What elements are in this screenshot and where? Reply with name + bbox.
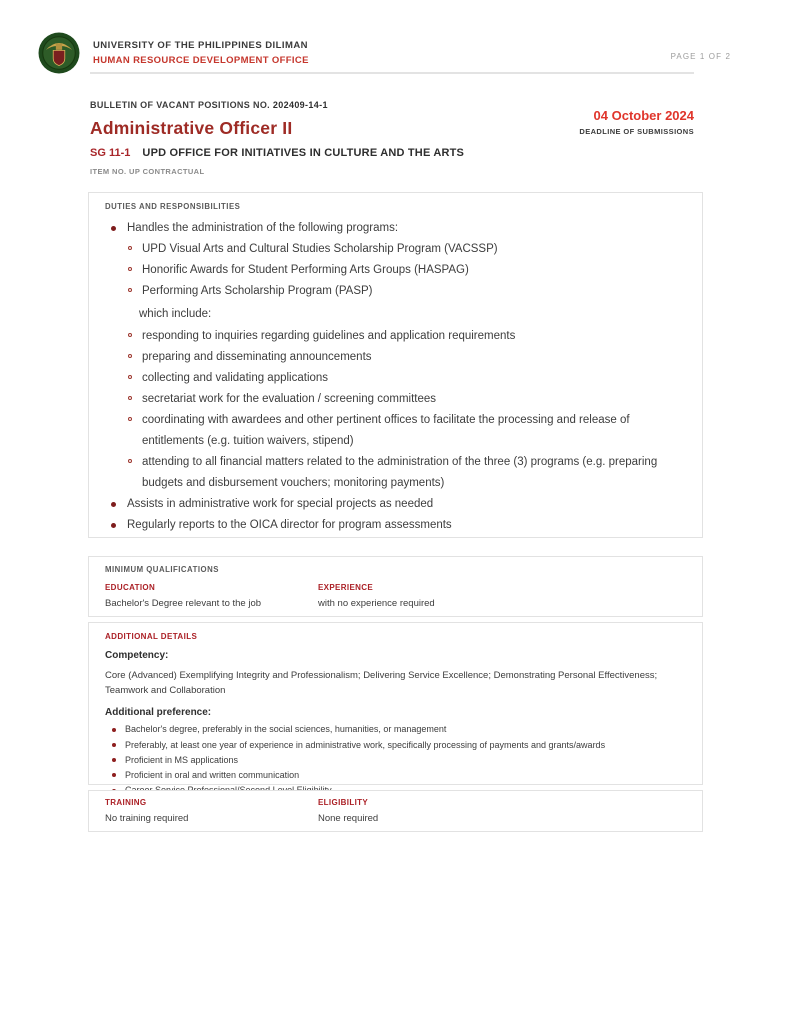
circle-bullet-icon (128, 246, 132, 250)
circle-bullet-icon (128, 375, 132, 379)
eligibility-label: ELIGIBILITY (318, 798, 369, 807)
training-value: No training required (105, 813, 189, 824)
include-text: responding to inquiries regarding guidelines and application requirements (142, 330, 516, 342)
header-divider (90, 72, 694, 74)
bullet-dot-icon (112, 773, 116, 777)
bullet-dot-icon (111, 226, 116, 231)
duties-list (105, 218, 686, 302)
program-item (105, 239, 686, 260)
bullet-dot-icon (112, 743, 116, 747)
duty-item (105, 218, 686, 239)
bullet-dot-icon (112, 758, 116, 762)
header-titles (93, 40, 309, 66)
duty-text: Regularly reports to the OICA director for program assessments (127, 519, 452, 531)
circle-bullet-icon (128, 288, 132, 292)
include-text: coordinating with awardees and other pertinent offices to facilitate the processing and release of entitlements (e.g. tuition waivers, stipend) (142, 414, 630, 447)
circle-bullet-icon (128, 267, 132, 271)
includes-list (105, 326, 686, 494)
circle-bullet-icon (128, 333, 132, 337)
eligibility-value: None required (318, 813, 379, 824)
university-name: UNIVERSITY OF THE PHILIPPINES DILIMAN (93, 40, 308, 51)
additional-preference-label: Additional preference: (105, 707, 212, 719)
duty-text: Handles the administration of the following programs: (127, 222, 399, 234)
program-text: UPD Visual Arts and Cultural Studies Scholarship Program (VACSSP) (142, 243, 498, 255)
additional-details-heading: ADDITIONAL DETAILS (105, 632, 198, 641)
education-experience-row (105, 583, 686, 609)
preference-item (105, 722, 686, 737)
up-seal-logo (38, 32, 80, 74)
program-item (105, 281, 686, 302)
preference-text: Bachelor's degree, preferably in the social sciences, humanities, or management (125, 724, 447, 735)
duties-section (88, 192, 703, 538)
education-label: EDUCATION (105, 583, 156, 592)
circle-bullet-icon (128, 396, 132, 400)
training-col (105, 798, 318, 824)
program-item (105, 260, 686, 281)
page-indicator: PAGE 1 OF 2 (670, 52, 731, 61)
circle-bullet-icon (128, 354, 132, 358)
which-include-text: which include: (139, 308, 212, 320)
include-text: collecting and validating applications (142, 372, 329, 384)
include-item (105, 368, 686, 389)
header (38, 32, 309, 74)
position-title: Administrative Officer II (90, 118, 293, 138)
bulletin-number: 202409-14-1 (272, 100, 328, 110)
training-label: TRAINING (105, 798, 147, 807)
training-eligibility-row (105, 798, 686, 824)
include-item (105, 389, 686, 410)
eligibility-col (318, 798, 686, 824)
education-col (105, 583, 318, 609)
include-item (105, 452, 686, 494)
experience-label: EXPERIENCE (318, 583, 374, 592)
preference-text: Preferably, at least one year of experience in administrative work, specifically processing of payments and grants/awards (125, 739, 606, 750)
preference-list (105, 722, 686, 798)
additional-details-section (88, 622, 703, 785)
program-text: Performing Arts Scholarship Program (PASP) (142, 285, 373, 297)
include-text: secretariat work for the evaluation / screening committees (142, 393, 437, 405)
item-number: ITEM NO. UP CONTRACTUAL (90, 167, 205, 176)
hiring-office: UPD OFFICE FOR INITIATIVES IN CULTURE AND THE ARTS (142, 147, 465, 159)
duty-item (105, 494, 686, 515)
include-text: attending to all financial matters related to the administration of the three (3) programs (e.g. preparing budgets and disbursement vouchers; monitoring payments) (142, 456, 658, 489)
deadline-date: 04 October 2024 (593, 108, 694, 123)
preference-item (105, 738, 686, 753)
circle-bullet-icon (128, 459, 132, 463)
education-value: Bachelor's Degree relevant to the job (105, 598, 262, 609)
competency-label: Competency: (105, 650, 169, 661)
program-text: Honorific Awards for Student Performing Arts Groups (HASPAG) (142, 264, 469, 276)
salary-grade: SG 11-1 (90, 147, 131, 159)
competency-value: Core (Advanced) Exemplifying Integrity and Professionalism; Delivering Service Excellence; Demonstrating Personal Effectiveness; Teamwork and Collaboration (105, 670, 658, 697)
duty-item (105, 515, 686, 536)
bullet-dot-icon (111, 502, 116, 507)
minimum-qualifications-section (88, 556, 703, 617)
preference-item (105, 753, 686, 768)
office-name: HUMAN RESOURCE DEVELOPMENT OFFICE (93, 55, 309, 66)
preference-item (105, 768, 686, 783)
experience-value: with no experience required (318, 598, 435, 609)
bullet-dot-icon (112, 728, 116, 732)
position-heading (90, 100, 694, 176)
duty-text: Assists in administrative work for special projects as needed (127, 498, 434, 510)
duties-list-tail (105, 494, 686, 536)
experience-col (318, 583, 686, 609)
circle-bullet-icon (128, 417, 132, 421)
deadline-label: DEADLINE OF SUBMISSIONS (579, 127, 694, 136)
preference-text: Proficient in MS applications (125, 754, 239, 765)
qualifications-heading: MINIMUM QUALIFICATIONS (105, 565, 219, 574)
salary-grade-line (90, 147, 694, 159)
deadline-block (579, 108, 694, 136)
bulletin-label: BULLETIN OF VACANT POSITIONS NO. (90, 100, 271, 110)
include-item (105, 326, 686, 347)
preference-text: Proficient in oral and written communication (125, 769, 300, 780)
include-text: preparing and disseminating announcements (142, 351, 372, 363)
include-item (105, 410, 686, 452)
training-eligibility-section (88, 790, 703, 832)
bullet-dot-icon (111, 523, 116, 528)
duties-heading: DUTIES AND RESPONSIBILITIES (105, 202, 241, 211)
include-item (105, 347, 686, 368)
